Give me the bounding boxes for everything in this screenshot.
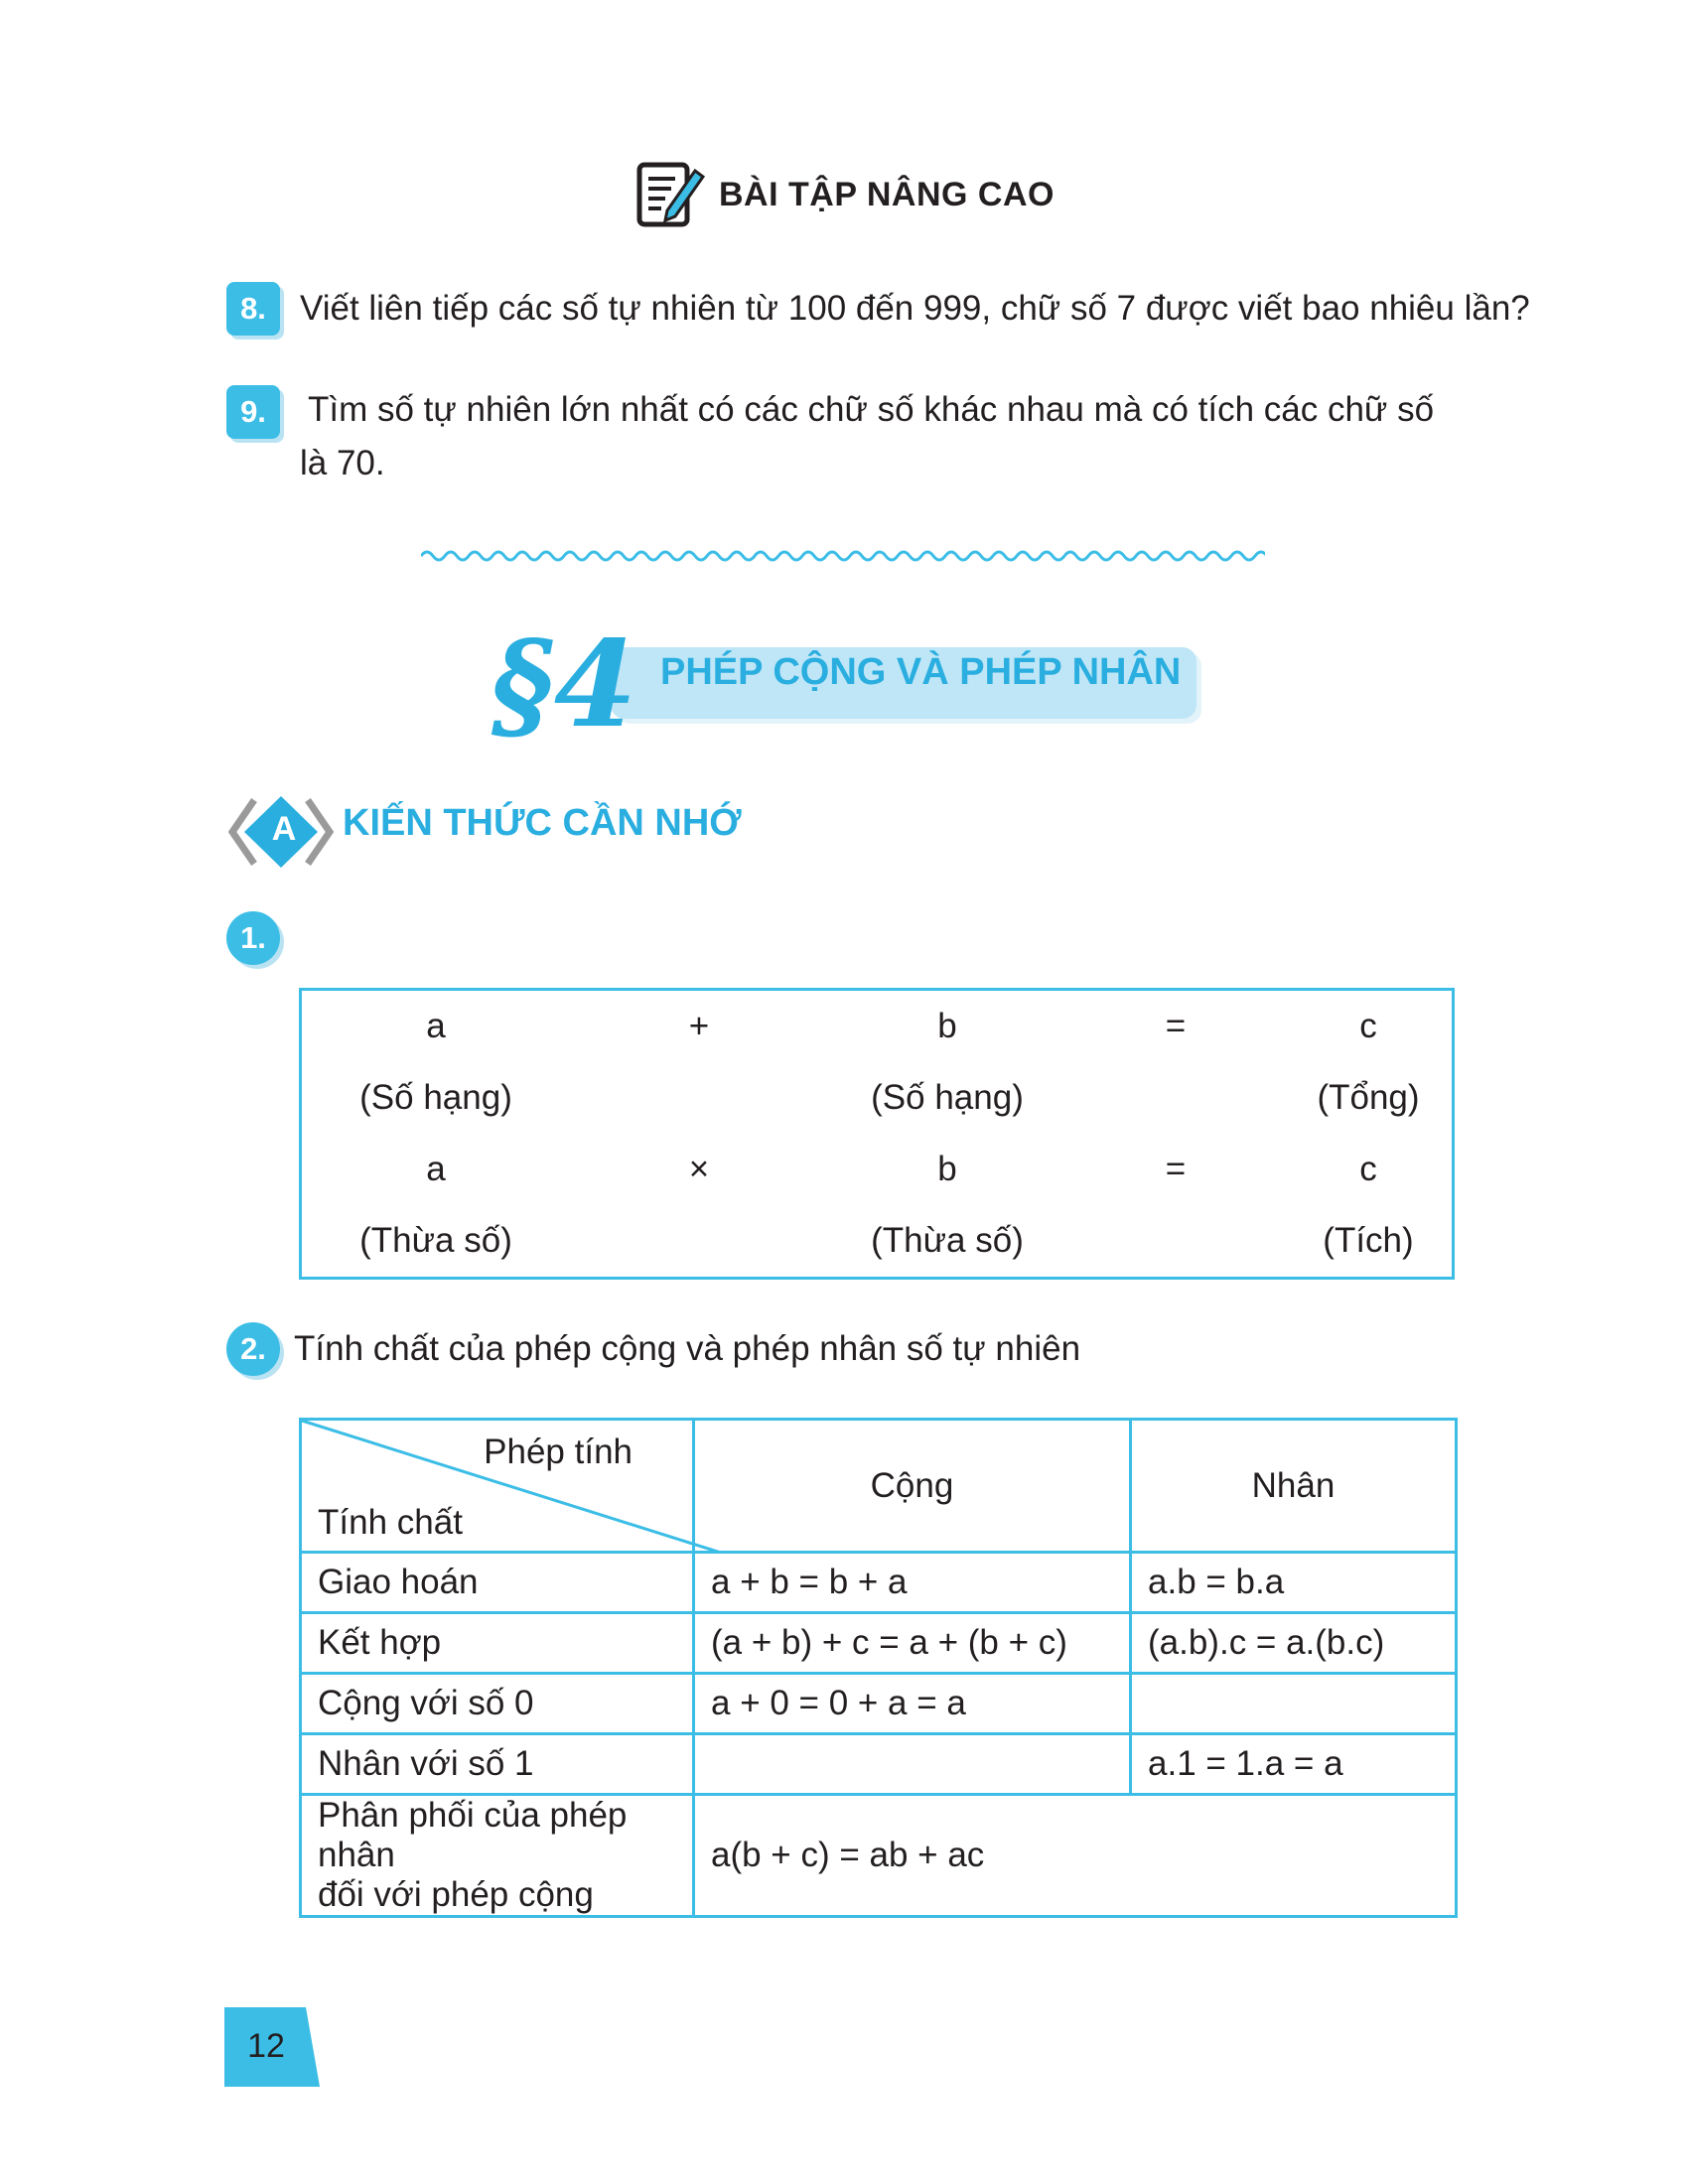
add-formula: a + b = b + a [694, 1553, 1131, 1613]
item-1-badge: 1. [226, 911, 280, 965]
properties-table [299, 1418, 1458, 1918]
term-cell: (Thừa số) [359, 1221, 512, 1260]
edit-document-icon [635, 159, 705, 230]
term-cell: = [1165, 1150, 1187, 1188]
term-cell: (Số hạng) [359, 1078, 512, 1117]
section-title: PHÉP CỘNG VÀ PHÉP NHÂN [660, 651, 1182, 693]
term-cell: a [426, 1007, 446, 1045]
term-cell: (Tích) [1323, 1221, 1414, 1260]
mul-formula: (a.b).c = a.(b.c) [1131, 1613, 1457, 1674]
add-formula [694, 1734, 1131, 1795]
section-banner [492, 615, 1206, 764]
term-cell: = [1165, 1007, 1187, 1045]
term-cell [570, 1062, 828, 1134]
corner-bottom-label: Tính chất [318, 1503, 463, 1542]
distributive-formula: a(b + c) = ab + ac [694, 1795, 1457, 1917]
advanced-title: BÀI TẬP NÂNG CAO [719, 175, 1055, 213]
property-name: Cộng với số 0 [301, 1674, 694, 1734]
question-9-badge: 9. [226, 385, 280, 439]
item-2-text: Tính chất của phép cộng và phép nhân số tự nhiên [294, 1329, 1081, 1368]
term-cell: (Tổng) [1317, 1078, 1420, 1117]
term-cell: c [1359, 1007, 1377, 1045]
term-cell: × [688, 1150, 710, 1188]
page-number: 12 [247, 2027, 285, 2065]
add-formula: (a + b) + c = a + (b + c) [694, 1613, 1131, 1674]
part-a-title: KIẾN THỨC CẦN NHỚ [343, 802, 742, 844]
question-8-badge: 8. [226, 282, 280, 336]
property-name: Nhân với số 1 [301, 1734, 694, 1795]
property-name-distributive [301, 1795, 694, 1917]
wavy-divider [421, 544, 1265, 568]
term-cell [570, 1205, 828, 1279]
term-cell: + [688, 1007, 710, 1045]
mul-formula [1131, 1674, 1457, 1734]
mul-formula: a.1 = 1.a = a [1131, 1734, 1457, 1795]
advanced-heading [635, 159, 1055, 230]
property-name: Kết hợp [301, 1613, 694, 1674]
section-mark: §4 [492, 614, 637, 754]
question-9-line2: là 70. [300, 444, 385, 482]
part-a-letter: A [271, 810, 297, 848]
question-8-text: Viết liên tiếp các số tự nhiên từ 100 đến 999, chữ số 7 được viết bao nhiêu lần? [300, 289, 1530, 328]
term-cell: (Thừa số) [871, 1221, 1024, 1260]
corner-top-label: Phép tính [484, 1433, 633, 1471]
term-cell: (Số hạng) [871, 1078, 1024, 1117]
term-cell: c [1359, 1150, 1377, 1188]
term-cell: a [426, 1150, 446, 1188]
distributive-line2: đối với phép cộng [318, 1875, 594, 1914]
operation-terms-table [299, 988, 1455, 1280]
corner-header-cell [301, 1420, 694, 1553]
question-9-line1: Tìm số tự nhiên lớn nhất có các chữ số khác nhau mà có tích các chữ số [308, 390, 1435, 429]
item-2-badge: 2. [226, 1322, 280, 1376]
add-formula: a + 0 = 0 + a = a [694, 1674, 1131, 1734]
property-name: Giao hoán [301, 1553, 694, 1613]
term-cell: b [937, 1007, 957, 1045]
term-cell [1066, 1062, 1285, 1134]
term-cell: b [937, 1150, 957, 1188]
column-header-add: Cộng [694, 1420, 1131, 1553]
term-cell [1066, 1205, 1285, 1279]
distributive-line1: Phân phối của phép nhân [318, 1796, 628, 1874]
column-header-mul: Nhân [1131, 1420, 1457, 1553]
mul-formula: a.b = b.a [1131, 1553, 1457, 1613]
